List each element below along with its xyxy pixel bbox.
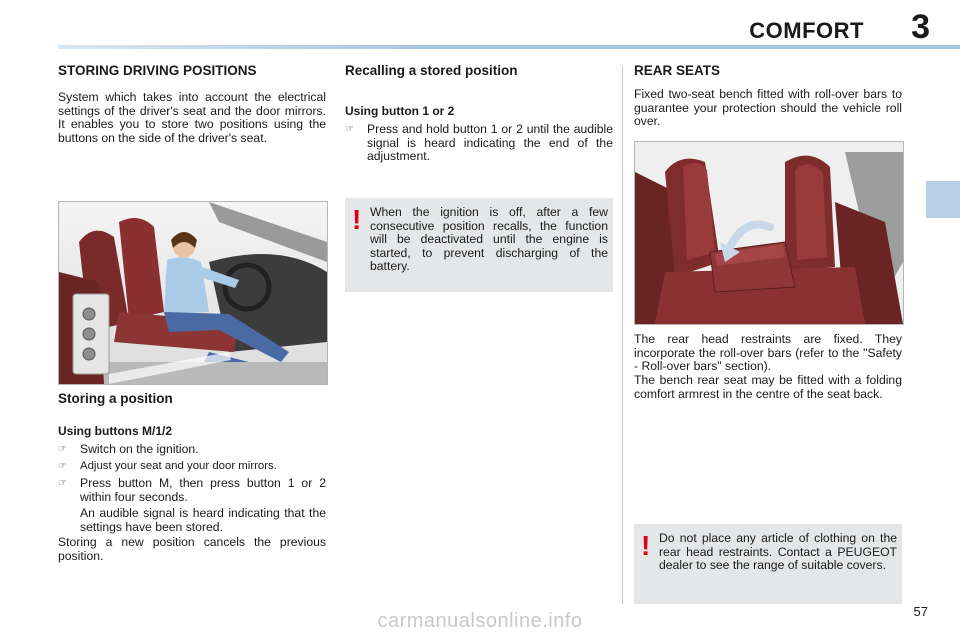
step-text: Press button M, then press button 1 or 2 within four seconds.: [80, 476, 326, 504]
watermark-text: carmanualsonline.info: [377, 610, 583, 632]
rear-head-restraints-text: The rear head restraints are fixed. They incorporate the roll-over bars (refer to the "Safety - Roll-over bars" section).: [634, 332, 902, 374]
chapter-side-tab: [926, 181, 960, 218]
using-buttons-m12-heading: Using buttons M/1/2: [58, 424, 172, 438]
recalling-title: Recalling a stored position: [345, 63, 518, 78]
storing-a-position-heading: Storing a position: [58, 391, 173, 406]
warning-box-ignition: [345, 198, 613, 292]
warning-box-head-restraints: [634, 524, 902, 604]
chapter-title: COMFORT: [749, 18, 864, 43]
list-item: [58, 477, 326, 505]
list-item: [345, 123, 613, 165]
driver-seat-image: [59, 202, 327, 384]
step-text: Switch on the ignition.: [80, 442, 199, 456]
warning-text: When the ignition is off, after a few consecutive position recalls, the function will be deactivated until the engine is started, to prevent discharging of the battery.: [370, 205, 608, 274]
step-note: An audible signal is heard indicating that the settings have been stored.: [80, 506, 326, 534]
driver-seat-illustration: [58, 201, 328, 385]
bullet-icon: ☞: [345, 124, 354, 135]
rear-seats-illustration: [634, 141, 904, 325]
column-divider: [622, 66, 623, 604]
step-text: Press and hold button 1 or 2 until the audible signal is heard indicating the end of the adjustment.: [367, 122, 613, 164]
step-text: Adjust your seat and your door mirrors.: [80, 460, 277, 472]
page-number: 57: [913, 604, 928, 619]
bullet-icon: ☞: [58, 461, 67, 472]
storing-closing-note: Storing a new position cancels the previous position.: [58, 535, 326, 563]
header-rule: [58, 45, 960, 49]
warning-icon: !: [641, 530, 651, 561]
storing-intro: System which takes into account the electrical settings of the driver's seat and the door mirrors. It enables you to store two positions using the buttons on the side of the driver's seat.: [58, 90, 326, 145]
rear-seats-title: REAR SEATS: [634, 63, 721, 78]
using-button-1-or-2-heading: Using button 1 or 2: [345, 104, 455, 118]
bullet-icon: ☞: [58, 444, 67, 455]
list-item: [58, 460, 326, 474]
chapter-number: 3: [911, 8, 930, 46]
storing-driving-positions-title: STORING DRIVING POSITIONS: [58, 63, 257, 78]
rear-seats-image: [635, 142, 903, 324]
bullet-icon: ☞: [58, 478, 67, 489]
warning-text: Do not place any article of clothing on the rear head restraints. Contact a PEUGEOT dealer to see the range of suitable covers.: [659, 531, 897, 573]
warning-icon: !: [352, 204, 362, 235]
rear-seats-intro: Fixed two-seat bench fitted with roll-over bars to guarantee your protection should the vehicle roll over.: [634, 87, 902, 129]
list-item: [58, 443, 326, 457]
armrest-text: The bench rear seat may be fitted with a folding comfort armrest in the centre of the seat back.: [634, 373, 902, 401]
